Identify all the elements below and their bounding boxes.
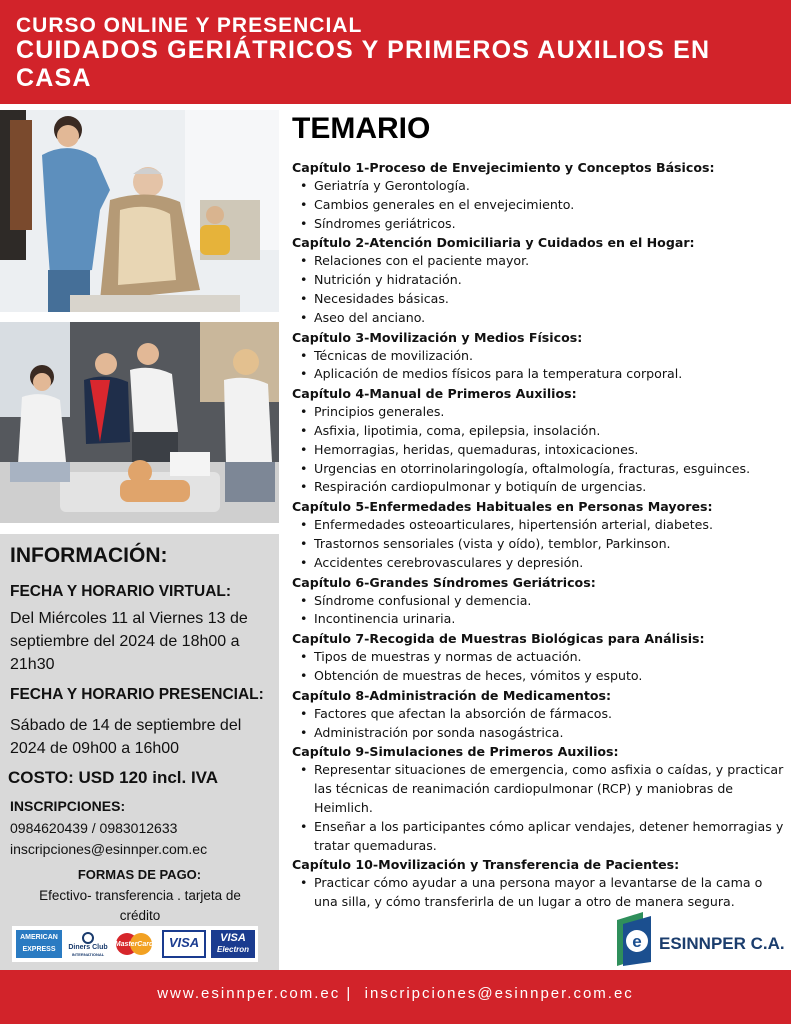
chapter-item: • Aplicación de medios físicos para la temperatura corporal. xyxy=(314,365,784,384)
chapter-items xyxy=(292,177,784,233)
esinnper-mark-letter: e xyxy=(632,932,642,951)
visa-logo: VISA xyxy=(162,930,206,958)
virtual-schedule-text: Del Miércoles 11 al Viernes 13 de septiembre del 2024 de 18h00 a 21h30 xyxy=(10,610,248,673)
chapter-item: • Nutrición y hidratación. xyxy=(314,271,784,290)
chapter-item: • Técnicas de movilización. xyxy=(314,347,784,366)
info-panel xyxy=(0,534,279,970)
chapter-item: • Síndrome confusional y demencia. xyxy=(314,592,784,611)
chapter-title: Capítulo 7-Recogida de Muestras Biológicas para Análisis: xyxy=(292,631,705,647)
chapter-items xyxy=(292,347,784,385)
chapter-items xyxy=(292,705,784,743)
chapter-items xyxy=(292,403,784,497)
presencial-schedule-label: FECHA Y HORARIO PRESENCIAL: xyxy=(10,686,264,703)
chapter-item: • Representar situaciones de emergencia, como asfixia o caídas, y practicar las técnicas de reanimación cardiopulmonar (RCP) y maniobras de Heimlich. xyxy=(314,761,784,817)
pago-label: FORMAS DE PAGO: xyxy=(77,867,202,882)
chapter-item: • Incontinencia urinaria. xyxy=(314,610,784,629)
esinnper-mark-icon xyxy=(613,912,657,966)
chapter-item: • Tipos de muestras y normas de actuación. xyxy=(314,648,784,667)
photo-caregiver-elderly xyxy=(0,110,279,312)
phones-text: 0984620439 / 0983012633 xyxy=(10,820,178,836)
chapter-item: • Geriatría y Gerontología. xyxy=(314,177,784,196)
chapter-title: Capítulo 2-Atención Domiciliaria y Cuidados en el Hogar: xyxy=(292,235,695,251)
footer-bar xyxy=(0,970,791,1024)
chapter-title: Capítulo 5-Enfermedades Habituales en Personas Mayores: xyxy=(292,499,713,515)
visa-electron-logo xyxy=(211,930,255,958)
chapter-title: Capítulo 10-Movilización y Transferencia de Pacientes: xyxy=(292,857,680,873)
temario-list xyxy=(292,158,784,912)
chapter-item: • Necesidades básicas. xyxy=(314,290,784,309)
virtual-schedule-label: FECHA Y HORARIO VIRTUAL: xyxy=(10,583,232,600)
temario-title: TEMARIO xyxy=(292,112,431,145)
chapter-items xyxy=(292,874,784,912)
email-text: inscripciones@esinnper.com.ec xyxy=(10,841,208,857)
mastercard-logo xyxy=(113,930,155,958)
cost-text: COSTO: USD 120 incl. IVA xyxy=(8,768,219,787)
chapter-item: • Trastornos sensoriales (vista y oído), temblor, Parkinson. xyxy=(314,535,784,554)
chapter-item: • Factores que afectan la absorción de fármacos. xyxy=(314,705,784,724)
chapter-title: Capítulo 6-Grandes Síndromes Geriátricos: xyxy=(292,574,596,590)
diners-logo xyxy=(67,930,109,958)
chapter-item: • Practicar cómo ayudar a una persona mayor a levantarse de la cama o una silla, y cómo transferirla de un lugar a otro de manera segura. xyxy=(314,874,784,912)
photo-training-illustration xyxy=(0,322,279,523)
chapter-item: • Enfermedades osteoarticulares, hipertensión arterial, diabetes. xyxy=(314,516,784,535)
chapter-item: • Urgencias en otorrinolaringología, oftalmología, fracturas, esguinces. xyxy=(314,460,784,479)
esinnper-name: ESINNPER C.A. xyxy=(659,934,785,953)
inscripciones-label: INSCRIPCIONES: xyxy=(10,798,126,814)
chapter-title: Capítulo 1-Proceso de Envejecimiento y Conceptos Básicos: xyxy=(292,160,715,175)
pago-text: Efectivo- transferencia . tarjeta de crédito xyxy=(39,888,241,923)
chapter-title: Capítulo 3-Movilización y Medios Físicos: xyxy=(292,329,583,345)
chapter-items xyxy=(292,252,784,327)
header-subtitle: CURSO ONLINE Y PRESENCIAL xyxy=(16,14,363,37)
info-title: INFORMACIÓN: xyxy=(10,544,168,567)
chapter-item: • Administración por sonda nasogástrica. xyxy=(314,724,784,743)
diners-sublabel: INTERNATIONAL xyxy=(71,952,105,957)
chapter-item: • Cambios generales en el envejecimiento. xyxy=(314,196,784,215)
mastercard-label: MasterCard xyxy=(114,941,154,948)
chapter-title: Capítulo 4-Manual de Primeros Auxilios: xyxy=(292,386,577,402)
chapter-item: • Síndromes geriátricos. xyxy=(314,215,784,234)
diners-label: Diners Club xyxy=(68,944,108,951)
header-title: CUIDADOS GERIÁTRICOS Y PRIMEROS AUXILIOS EN CASA xyxy=(16,36,711,92)
chapter-items xyxy=(292,761,784,855)
chapter-title: Capítulo 9-Simulaciones de Primeros Auxilios: xyxy=(292,744,619,760)
chapter-item: • Enseñar a los participantes cómo aplicar vendajes, detener hemorragias y tratar quemaduras. xyxy=(314,818,784,856)
payment-cards xyxy=(12,926,258,962)
chapter-item: • Relaciones con el paciente mayor. xyxy=(314,252,784,271)
photo-first-aid-training xyxy=(0,322,279,523)
esinnper-logo xyxy=(613,912,789,966)
chapter-item: • Obtención de muestras de heces, vómitos y esputo. xyxy=(314,667,784,686)
chapter-title: Capítulo 8-Administración de Medicamentos: xyxy=(292,687,612,703)
chapter-item: • Principios generales. xyxy=(314,403,784,422)
chapter-items xyxy=(292,516,784,572)
footer-contact: www.esinnper.com.ec | inscripciones@esinnper.com.ec xyxy=(157,985,634,1002)
presencial-schedule-text: Sábado de 14 de septiembre del 2024 de 09h00 a 16h00 xyxy=(10,717,242,757)
header-banner xyxy=(0,0,791,104)
chapter-item: • Hemorragias, heridas, quemaduras, intoxicaciones. xyxy=(314,441,784,460)
chapter-item: • Accidentes cerebrovasculares y depresión. xyxy=(314,554,784,573)
visa-electron-sublabel: Electron xyxy=(216,945,249,954)
chapter-item: • Asfixia, lipotimia, coma, epilepsia, insolación. xyxy=(314,422,784,441)
chapter-items xyxy=(292,592,784,630)
chapter-item: • Respiración cardiopulmonar y botiquín de urgencias. xyxy=(314,478,784,497)
chapter-item: • Aseo del anciano. xyxy=(314,309,784,328)
chapter-items xyxy=(292,648,784,686)
photo-caregiver-illustration xyxy=(0,110,279,312)
amex-logo: AMERICAN EXPRESS xyxy=(16,930,62,958)
visa-electron-label: VISA xyxy=(220,932,246,944)
diners-icon xyxy=(82,932,94,944)
